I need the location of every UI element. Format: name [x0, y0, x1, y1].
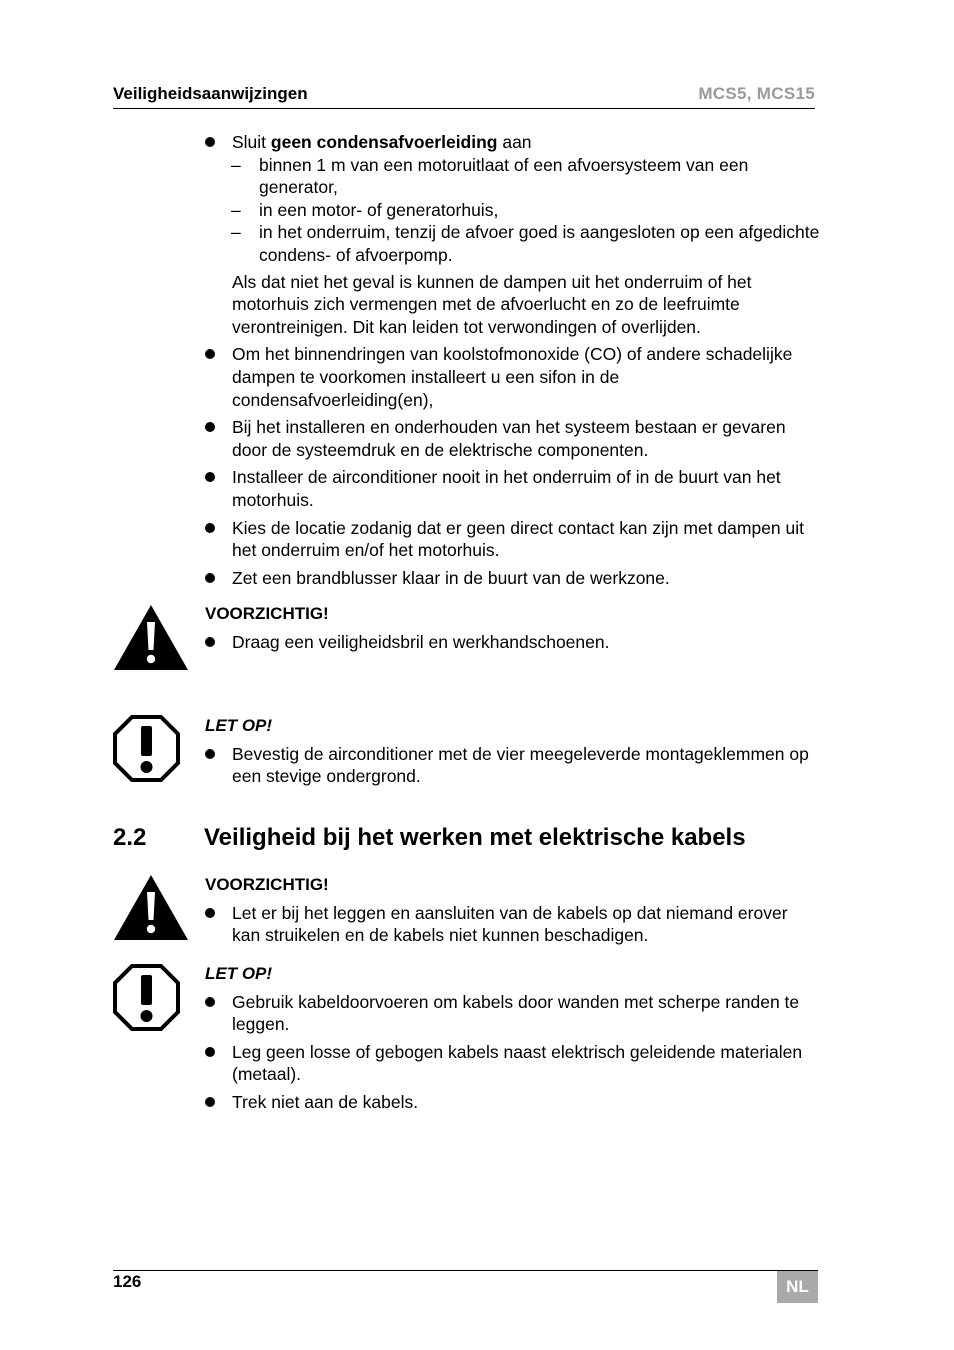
item-text: Bevestig de airconditioner met de vier meegeleverde montageklemmen op een stevige ondergrond.: [232, 743, 809, 787]
item-text: Om het binnendringen van koolstofmonoxide (CO) of andere schadelijke dampen te voorkomen installeert u een sifon in de condensafvoerleiding(en),: [232, 344, 793, 410]
bullet-icon: [205, 908, 215, 918]
explanation-paragraph: Als dat niet het geval is kunnen de dampen uit het onderruim of het motorhuis zich vermengen met de afvoerlucht en zo de leefruimte verontreinigen. Dit kan leiden tot verwondingen of overlijden.: [232, 271, 752, 337]
caution-block: [205, 603, 820, 653]
note-block: [205, 963, 820, 1114]
header-section-title: Veiligheidsaanwijzingen: [113, 84, 308, 103]
sub-list-item: [205, 199, 820, 222]
notice-octagon-icon: [112, 714, 181, 783]
sub-list-item: [205, 154, 820, 199]
item-text: Let er bij het leggen en aansluiten van de kabels op dat niemand erover kan struikelen en de kabels niet kunnen beschadigen.: [232, 902, 788, 946]
bullet-icon: [205, 137, 215, 147]
header-models: MCS5, MCS15: [698, 84, 815, 103]
list-item: [205, 466, 820, 511]
list-item: [205, 991, 820, 1036]
list-item: [205, 1041, 820, 1086]
notice-octagon-icon: [112, 963, 181, 1032]
sub-list-item: [205, 221, 820, 266]
page-number: 126: [113, 1272, 142, 1291]
note-label: LET OP!: [205, 964, 273, 983]
list-item: [205, 343, 820, 411]
section-title: Veiligheid bij het werken met elektrische kabels: [204, 824, 746, 851]
bullet-icon: [205, 472, 215, 482]
item-text: Leg geen losse of gebogen kabels naast elektrisch geleidende materialen (metaal).: [232, 1041, 803, 1085]
list-item: [205, 1091, 820, 1114]
bullet-icon: [205, 422, 215, 432]
item-text: Trek niet aan de kabels.: [232, 1091, 419, 1112]
list-item: [205, 567, 820, 590]
note-label: LET OP!: [205, 716, 273, 735]
item-text: Bij het installeren en onderhouden van het systeem bestaan er gevaren door de systeemdruk en de elektrische componenten.: [232, 417, 786, 460]
item-text: Kies de locatie zodanig dat er geen direct contact kan zijn met dampen uit het onderruim en/of het motorhuis.: [232, 517, 805, 561]
bullet-icon: [205, 637, 215, 647]
item-text: Zet een brandblusser klaar in de buurt van de werkzone.: [232, 567, 670, 588]
dash-icon: –: [231, 222, 241, 243]
sub-item-text: in een motor- of generatorhuis,: [259, 199, 499, 220]
section-number: 2.2: [113, 824, 147, 851]
warning-triangle-icon: [112, 603, 190, 672]
bullet-icon: [205, 523, 215, 533]
list-item: [205, 902, 820, 947]
caution-label: VOORZICHTIG!: [205, 875, 329, 894]
bullet-icon: [205, 1047, 215, 1057]
item-text: Sluit: [232, 132, 271, 152]
sub-item-text: in het onderruim, tenzij de afvoer goed is aangesloten op een afgedichte condens- of afvoerpomp.: [259, 222, 820, 265]
bullet-icon: [205, 997, 215, 1007]
item-text: Installeer de airconditioner nooit in het onderruim of in de buurt van het motorhuis.: [232, 467, 781, 510]
safety-list: [205, 131, 820, 589]
bullet-icon: [205, 573, 215, 583]
footer-rule: [113, 1270, 818, 1271]
item-text: Gebruik kabeldoorvoeren om kabels door wanden met scherpe randen te leggen.: [232, 991, 800, 1035]
item-text: aan: [497, 132, 532, 152]
language-badge: NL: [777, 1271, 818, 1303]
list-item: [205, 517, 820, 562]
caution-block: [205, 874, 820, 947]
list-item: [205, 416, 820, 461]
dash-icon: –: [231, 154, 241, 175]
list-item: [205, 631, 820, 654]
note-block: [205, 715, 820, 788]
sub-item-text: binnen 1 m van een motoruitlaat of een afvoersysteem van een generator,: [259, 154, 749, 198]
caution-label: VOORZICHTIG!: [205, 604, 329, 623]
item-bold-text: geen condensafvoerleiding: [270, 132, 498, 152]
list-item: [205, 743, 820, 788]
bullet-icon: [205, 1097, 215, 1107]
header-rule: [113, 108, 815, 109]
list-item: [205, 131, 820, 154]
item-text: Draag een veiligheidsbril en werkhandschoenen.: [232, 631, 610, 652]
warning-triangle-icon: [112, 873, 190, 942]
bullet-icon: [205, 349, 215, 359]
dash-icon: –: [231, 199, 241, 220]
bullet-icon: [205, 749, 215, 759]
